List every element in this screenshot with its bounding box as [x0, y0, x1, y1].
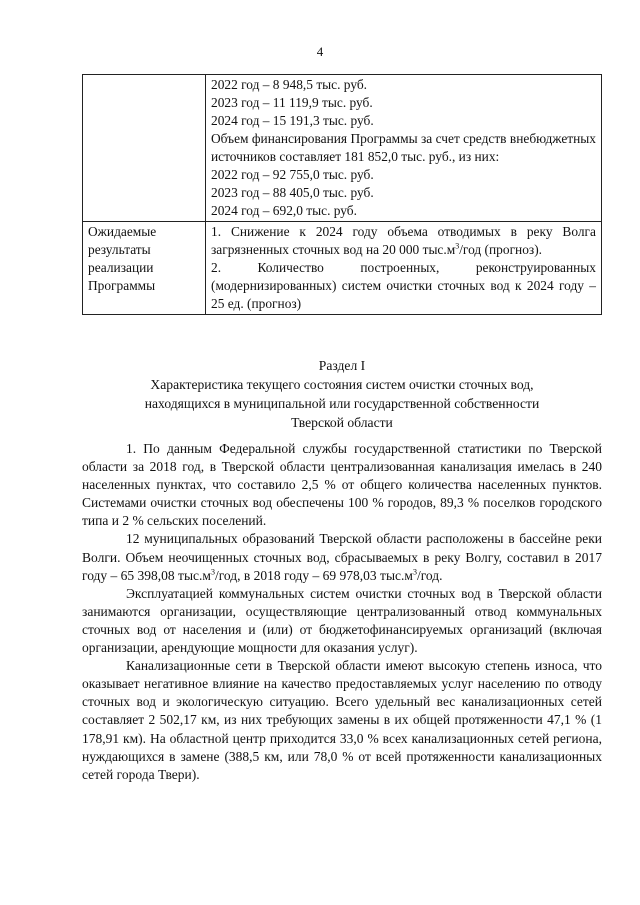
results-value-cell [206, 222, 602, 315]
paragraph [82, 530, 602, 584]
results-label-line: результаты [88, 242, 151, 257]
financing-line: 2022 год – 8 948,5 тыс. руб. [211, 77, 368, 92]
body-text [82, 440, 602, 784]
financing-line: 2023 год – 88 405,0 тыс. руб. [211, 185, 374, 200]
financing-line: 2022 год – 92 755,0 тыс. руб. [211, 167, 374, 182]
results-label-cell [83, 222, 206, 315]
results-label-line: Программы [88, 278, 156, 293]
paragraph: Канализационные сети в Тверской области имеют высокую степень износа, что оказывает негативное влияние на качество предоставляемых услуг населению по отводу сточных вод и экологическую ситуацию. Всего удельный вес канализационных сетей составляет 2 502,17 км, из них требующих замены в их общей протяженности 47,1 % (1 178,91 км). На областной центр приходится 33,0 % всех канализационных сетей региона, нуждающихся в замене (388,5 км, или 78,0 % от всей протяженности канализационных сетей города Твери). [82, 658, 602, 782]
financing-line: 2024 год – 692,0 тыс. руб. [211, 203, 357, 218]
result-item-2: 2. Количество построенных, реконструированных (модернизированных) систем очистки сточных вод к 2024 году – 25 ед. (прогноз) [211, 260, 596, 311]
financing-cell [206, 75, 602, 222]
result-item-1 [211, 223, 596, 259]
financing-line: 2024 год – 15 191,3 тыс. руб. [211, 113, 374, 128]
superscript: 3 [210, 567, 215, 577]
section-heading [82, 356, 602, 432]
table-row [83, 75, 602, 222]
table-row [83, 222, 602, 315]
results-label-line: реализации [88, 260, 154, 275]
program-passport-table [82, 74, 602, 315]
financing-line: Объем финансирования Программы за счет средств внебюджетных источников составляет 181 852,0 тыс. руб., из них: [211, 131, 596, 164]
superscript: 3 [455, 241, 460, 251]
superscript: 3 [412, 567, 417, 577]
paragraph-text: 12 муниципальных образований Тверской области расположены в бассейне реки Волги. Объем неочищенных сточных вод, сбрасываемых в реку Волгу, составил в 2017 году – 65 398,08 тыс.м [82, 531, 602, 583]
result-1-text-end: /год (прогноз). [459, 242, 543, 257]
financing-line: 2023 год – 11 119,9 тыс. руб. [211, 95, 373, 110]
paragraph: Эксплуатацией коммунальных систем очистки сточных вод в Тверской области занимаются организации, осуществляющие централизованный отвод коммунальных сточных вод от населения и (или) от бюджетофинансируемых организаций (включая организации, арендующие мощности для оказания услуг). [82, 585, 602, 656]
table-cell-empty [83, 75, 206, 222]
results-label-line: Ожидаемые [88, 224, 157, 239]
section-title: Характеристика текущего состояния систем очистки сточных вод, находящихся в муниципальной или государственной собственности Тверской области [144, 377, 540, 430]
paragraph-text: /год. [416, 567, 443, 583]
result-1-text: 1. Снижение к 2024 году объема отводимых в реку Волга загрязненных сточных вод на 20 000 тыс.м [211, 224, 596, 257]
page-number: 4 [316, 44, 324, 59]
paragraph: 1. По данным Федеральной службы государственной статистики по Тверской области за 2018 год, в Тверской области централизованная канализация имелась в 240 населенных пунктах, что составило 2,5 % от общего количества населенных пунктов. Системами очистки сточных вод обеспечены 100 % городов, 89,3 % поселков городского типа и 2 % сельских поселений. [82, 441, 602, 529]
paragraph-text: /год, в 2018 году – 69 978,03 тыс.м [214, 567, 413, 583]
section-number: Раздел I [318, 358, 366, 373]
